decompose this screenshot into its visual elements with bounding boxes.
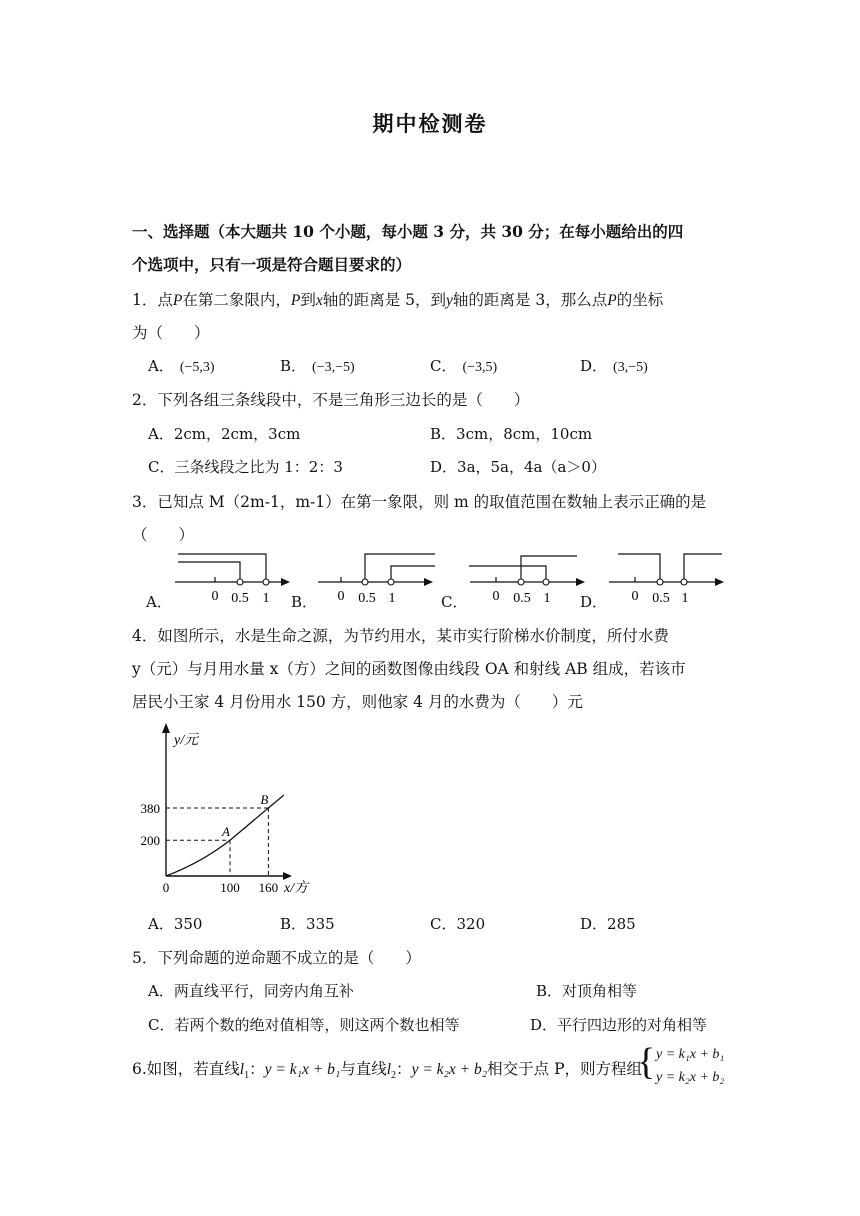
q1-option-d[interactable]: D． (3,−5) (580, 357, 648, 375)
q1-stem: 1．点P在第二象限内，P到x轴的距离是 5，到y轴的距离是 3，那么点P的坐标 (132, 291, 664, 309)
q3-numberline-a[interactable] (170, 548, 295, 606)
tick-label-1: 1 (681, 591, 689, 606)
page-title: 期中检测卷 (372, 111, 488, 136)
q3-numberline-b[interactable] (313, 548, 438, 606)
tick-label-0: 0 (631, 589, 639, 604)
system-equation-1: y = k₁x + b₁ (656, 1047, 725, 1062)
q4-stem-line1: 4．如图所示，水是生命之源，为节约用水，某市实行阶梯水价制度，所付水费 (132, 627, 669, 645)
q2-stem: 2．下列各组三条线段中，不是三角形三边长的是（ ） (132, 391, 530, 409)
tick-label-0: 0 (211, 589, 219, 604)
tick-label-0: 0 (492, 589, 500, 604)
q4-option-d[interactable]: D．285 (580, 915, 636, 933)
x-axis-arrow (283, 872, 292, 880)
q3-option-a-label[interactable]: A． (146, 593, 172, 611)
y-axis-label: y/元 (174, 733, 199, 748)
q4-option-b[interactable]: B．335 (280, 915, 335, 933)
q3-numberline-c[interactable] (465, 548, 590, 606)
tick-label-0: 0 (337, 589, 345, 604)
q6-stem: 6.如图，若直线$l_1$：y = k₁x + b₁与直线$l_2$：y = k₂x + b₂相交于点 P，则方程组 (132, 1060, 643, 1082)
tick-label-1: 1 (388, 591, 396, 606)
q3-option-c-label[interactable]: C． (441, 593, 468, 611)
q2-option-c[interactable]: C．三条线段之比为 1：2：3 (148, 458, 343, 476)
q2-option-a[interactable]: A．2cm，2cm，3cm (148, 425, 301, 443)
x-tick-label-100: 100 (220, 880, 240, 895)
q2-option-b[interactable]: B．3cm，8cm，10cm (430, 425, 593, 443)
x-tick-label-0: 0 (162, 880, 170, 895)
tick-label-0.5: 0.5 (231, 591, 249, 606)
system-equation-2: y = k₂x + b₂ (656, 1070, 725, 1085)
x-tick-label-160: 160 (258, 880, 279, 895)
tick-label-0.5: 0.5 (652, 591, 670, 606)
q3-option-d-label[interactable]: D． (580, 593, 608, 611)
q3-stem-line2: （ ） (132, 526, 195, 544)
q5-option-b[interactable]: B．对顶角相等 (536, 982, 638, 1000)
q4-line-chart (120, 718, 360, 898)
q2-option-d[interactable]: D．3a，5a，4a（a＞0） (430, 458, 606, 476)
q4-stem-line3: 居民小王家 4 月份用水 150 方，则他家 4 月的水费为（ ）元 (132, 693, 583, 711)
q1-stem-line2: 为（ ） (132, 324, 210, 342)
q3-stem: 3．已知点 M（2m-1，m-1）在第一象限，则 m 的取值范围在数轴上表示正确的是 (132, 493, 707, 511)
q5-stem: 5．下列命题的逆命题不成立的是（ ） (132, 949, 421, 967)
tick-label-0.5: 0.5 (358, 591, 376, 606)
section-header-line2: 个选项中，只有一项是符合题目要求的） (132, 255, 412, 274)
y-tick-label-380: 380 (140, 800, 160, 816)
tick-label-0.5: 0.5 (513, 591, 531, 606)
q1-option-c[interactable]: C． (−3,5) (430, 357, 498, 375)
q5-option-c[interactable]: C．若两个数的绝对值相等，则这两个数也相等 (148, 1016, 460, 1034)
tick-label-1: 1 (543, 591, 551, 606)
system-brace: { (637, 1041, 656, 1083)
q3-option-b-label[interactable]: B． (291, 593, 318, 611)
q5-option-d[interactable]: D．平行四边形的对角相等 (530, 1016, 708, 1034)
q4-option-c[interactable]: C．320 (430, 915, 486, 933)
ray-AB (230, 795, 284, 840)
y-tick-label-200: 200 (140, 833, 160, 849)
point-label-B: B (260, 791, 269, 807)
y-axis-arrow (162, 723, 170, 733)
q4-option-a[interactable]: A．350 (148, 915, 203, 933)
q5-option-a[interactable]: A．两直线平行，同旁内角互补 (148, 982, 354, 1000)
q1-option-b[interactable]: B． (−3,−5) (280, 357, 355, 375)
segment-OA (166, 840, 230, 876)
q4-stem-line2: y（元）与月用水量 x（方）之间的函数图像由线段 OA 和射线 AB 组成，若该市 (132, 660, 686, 678)
point-label-A: A (222, 824, 230, 840)
section-header-line1: 一、选择题（本大题共 10 个小题，每小题 3 分，共 30 分；在每小题给出的四 (132, 222, 684, 241)
x-axis-label: x/方 (284, 881, 309, 896)
q3-numberline-d[interactable] (604, 548, 729, 606)
tick-label-1: 1 (262, 591, 270, 606)
q1-option-a[interactable]: A． (−5,3) (148, 357, 215, 375)
